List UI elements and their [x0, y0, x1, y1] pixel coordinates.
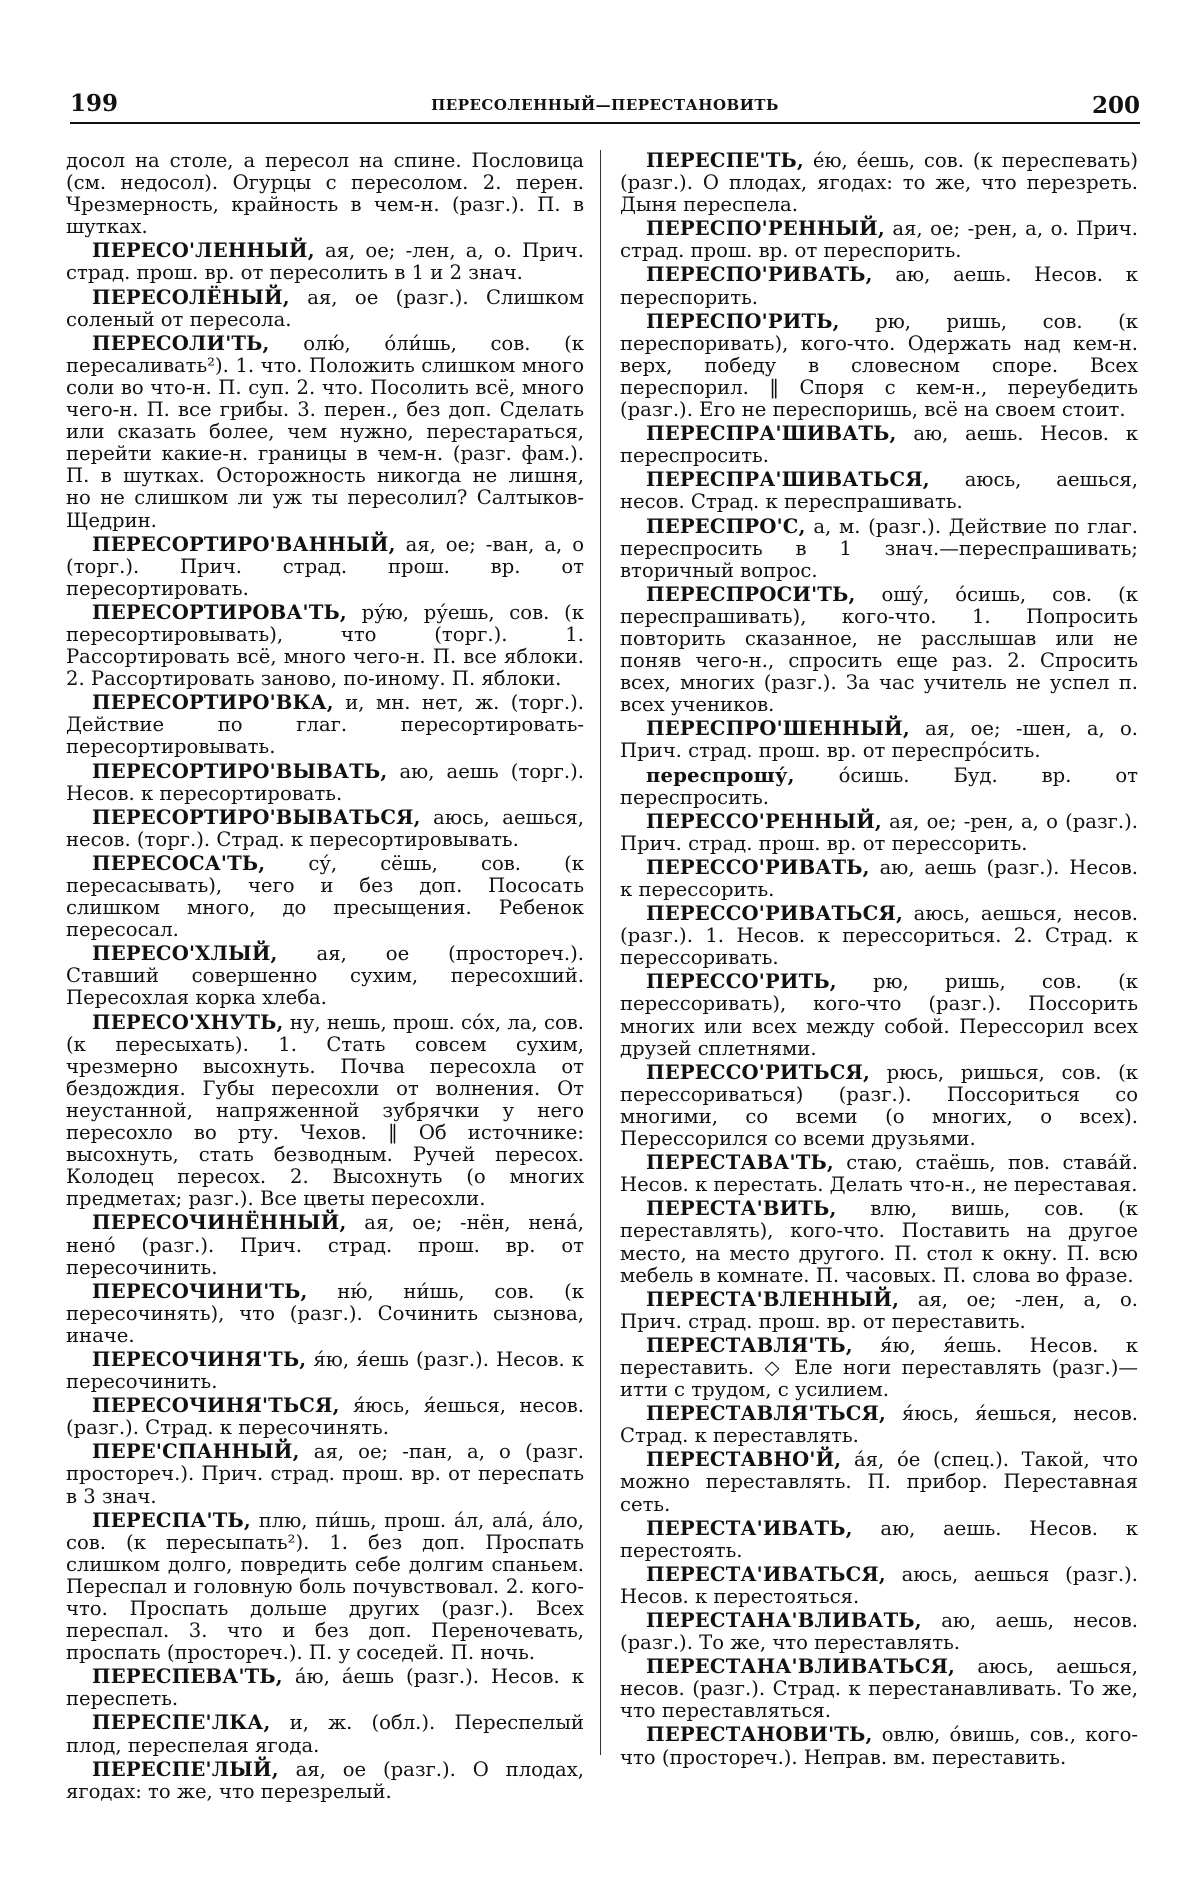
entry-definition: ая, ое; -нён, нена́, нено́ (разг.). Прич. страд. прош. вр. от пересочинить.	[66, 1211, 584, 1279]
dictionary-entry	[620, 516, 1138, 582]
entry-headword: ПЕРЕСПРА'ШИВАТЬ,	[646, 422, 897, 446]
entry-headword: ПЕРЕСТАНА'ВЛИВАТЬ,	[646, 1609, 922, 1632]
dictionary-entry	[66, 761, 584, 805]
right-column	[620, 150, 1138, 1771]
entry-definition: е́ю, е́ешь, сов. (к переспевать) (разг.). О плодах, ягодах: то же, что перезреть. Дыня переспела.	[620, 149, 1138, 217]
running-head: ПЕРЕСОЛЕННЫЙ—ПЕРЕСТАНОВИТЬ	[431, 96, 779, 114]
entry-definition: ошу́, о́сишь, сов. (к переспрашивать), кого-что. 1. Попросить повторить сказанное, не расслышав или не поняв чего-н., спросить еще раз. 2. Спросить всех, многих (разг.). За час учитель не успел п. всех учеников.	[620, 582, 1138, 717]
entry-headword: ПЕРЕСОЧИНИ'ТЬ,	[92, 1279, 308, 1303]
entry-definition: досол на столе, а пересол на спине. Пословица (см. недосол). Огурцы с пересолом. 2. перен. Чрезмерность, крайность в чем-н. (разг.). П. в шутках.	[66, 149, 584, 239]
entry-headword: ПЕРЕССО'РИВАТЬСЯ,	[646, 902, 903, 926]
dictionary-entry	[620, 1062, 1138, 1150]
entry-definition: аю, аешь. Несов. к переспорить.	[620, 263, 1138, 309]
entry-definition: а́ю, а́ешь (разг.). Несов. к переспеть.	[66, 1665, 584, 1711]
entry-headword: ПЕРЕ'СПАННЫЙ,	[92, 1440, 300, 1464]
entry-headword: переспрошу́,	[646, 763, 795, 787]
entry-definition: о́сишь. Буд. вр. от переспросить.	[620, 763, 1138, 809]
entry-headword: ПЕРЕСОРТИРО'ВЫВАТЬСЯ,	[92, 805, 421, 829]
entry-definition: ая, ое; -лен, а, о. Прич. страд. прош. вр. от переставить.	[620, 1287, 1138, 1333]
entry-definition: су́, сёшь, сов. (к пересасывать), чего и без доп. Пососать слишком много, до пресыщения. Ребенок пересосал.	[66, 851, 584, 942]
dictionary-entry	[66, 534, 584, 600]
dictionary-entry	[66, 943, 584, 1009]
entry-definition: ая, ое (разг.). О плодах, ягодах: то же, что перезрелый.	[66, 1757, 584, 1803]
dictionary-entry	[620, 1335, 1138, 1401]
dictionary-entry	[620, 264, 1138, 308]
entry-headword: ПЕРЕСПЕВА'ТЬ,	[92, 1665, 283, 1689]
dictionary-entry	[66, 1666, 584, 1710]
dictionary-entry	[66, 807, 584, 851]
entry-headword: ПЕРЕСТАВА'ТЬ,	[646, 1151, 834, 1175]
dictionary-entry	[620, 423, 1138, 467]
entry-definition: аю, аешь. Несов. к переспросить.	[620, 422, 1138, 468]
dictionary-entry	[66, 333, 584, 532]
dictionary-entry	[66, 287, 584, 331]
entry-headword: ПЕРЕСТА'ВИТЬ,	[646, 1197, 837, 1221]
entry-headword: ПЕРЕСПО'РИТЬ,	[646, 309, 840, 333]
dictionary-entry	[66, 1712, 584, 1756]
entry-definition: ая, ое; -ван, а, о (торг.). Прич. страд. прош. вр. от пересортировать.	[66, 532, 584, 600]
entry-definition: а, м. (разг.). Действие по глаг. переспросить в 1 знач.—переспрашивать; вторичный вопрос.	[620, 514, 1138, 582]
entry-definition: ру́ю, ру́ешь, сов. (к пересортировывать), что (торг.). 1. Рассортировать всё, много чего-н. П. все яблоки. 2. Рассортировать заново, по-иному. П. яблоки.	[66, 600, 584, 691]
dictionary-entry	[66, 1212, 584, 1278]
entry-headword: ПЕРЕССО'РЕННЫЙ,	[646, 809, 882, 833]
entry-headword: ПЕРЕСО'ЛЕННЫЙ,	[92, 239, 315, 263]
entry-headword: ПЕРЕСОЧИНЯ'ТЬ,	[92, 1347, 307, 1371]
entry-headword: ПЕРЕСПЕ'ЛКА,	[92, 1711, 271, 1735]
entry-definition: ая, ое (разг.). Слишком соленый от пересола.	[66, 285, 584, 331]
entry-headword: ПЕРЕСОРТИРО'ВЫВАТЬ,	[92, 759, 388, 783]
dictionary-entry	[66, 1012, 584, 1211]
dictionary-entry	[66, 1395, 584, 1439]
column-divider	[600, 150, 601, 1755]
entry-definition: влю, вишь, сов. (к переставлять), кого-что. Поставить на другое место, на место другого. П. стол к окну. П. всю мебель в комнате. П. часовых. П. слова во фразе.	[620, 1197, 1138, 1287]
entry-headword: ПЕРЕСТА'ВЛЕННЫЙ,	[646, 1287, 900, 1311]
page-header	[70, 90, 1140, 124]
entry-definition: рю, ришь, сов. (к переспоривать), кого-что. Одержать над кем-н. верх, победу в словесном споре. Всех переспорил. ‖ Споря с кем-н., переубедить (разг.). Его не переспоришь, всё на своем стоит.	[620, 309, 1138, 422]
entry-headword: ПЕРЕСТАВНО'Й,	[646, 1448, 842, 1472]
page-number-left: 199	[70, 90, 119, 117]
dictionary-entry	[66, 853, 584, 941]
entry-headword: ПЕРЕСОЛЁНЫЙ,	[92, 285, 290, 309]
dictionary-entry	[620, 1610, 1138, 1654]
dictionary-entry	[620, 1198, 1138, 1286]
entry-headword: ПЕРЕСОРТИРОВА'ТЬ,	[92, 600, 347, 624]
entry-definition: овлю, о́вишь, сов., кого-что (простореч.). Неправ. вм. переставить.	[620, 1723, 1138, 1769]
dictionary-entry	[620, 1656, 1138, 1722]
entry-definition: я́юсь, я́ешься, несов. (разг.). Страд. к пересочинять.	[66, 1394, 584, 1440]
dictionary-entry	[620, 903, 1138, 969]
entry-headword: ПЕРЕСО'ХЛЫЙ,	[92, 942, 278, 966]
entry-headword: ПЕРЕСПО'РИВАТЬ,	[646, 263, 873, 287]
dictionary-entry	[66, 1441, 584, 1507]
entry-headword: ПЕРЕСОЧИНЁННЫЙ,	[92, 1211, 347, 1235]
entry-definition: и, ж. (обл.). Переспелый плод, переспелая ягода.	[66, 1711, 584, 1757]
dictionary-entry	[66, 692, 584, 758]
dictionary-entry	[620, 1403, 1138, 1447]
entry-headword: ПЕРЕСОСА'ТЬ,	[92, 851, 266, 875]
dictionary-entry	[66, 240, 584, 284]
entry-definition: аю, аешь, несов. (разг.). То же, что переставлять.	[620, 1609, 1138, 1655]
entry-headword: ПЕРЕСПРО'ШЕННЫЙ,	[646, 717, 910, 741]
entry-headword: ПЕРЕСТА'ИВАТЬСЯ,	[646, 1562, 886, 1586]
entry-definition: олю́, о́ли́шь, сов. (к пересаливать²). 1. что. Положить слишком много соли во что-н. П. суп. 2. что. Посолить всё, много чего-н. П. все грибы. 3. перен., без доп. Сделать или сказать более, чем нужно, перестараться, перейти какие-н. границы в чем-н. (разг. фам.). П. в шутках. Осторожность никогда не лишня, но не слишком ли уж ты пересолил? Салтыков-Щедрин.	[66, 331, 584, 532]
dictionary-entry	[620, 1289, 1138, 1333]
entry-definition: аюсь, аешься (разг.). Несов. к перестояться.	[620, 1562, 1138, 1608]
entry-definition: аюсь, аешься, несов. (разг.). Страд. к перестанавливать. То же, что переставляться.	[620, 1655, 1138, 1723]
entry-definition: рю, ришь, сов. (к перессоривать), кого-что (разг.). Поссорить многих или всех между собой. Перессорил всех друзей сплетнями.	[620, 970, 1138, 1060]
dictionary-entry	[620, 811, 1138, 855]
entry-headword: ПЕРЕСПЕ'ЛЫЙ,	[92, 1757, 279, 1781]
dictionary-entry	[620, 311, 1138, 421]
dictionary-entry	[66, 1281, 584, 1347]
entry-definition: аю, аешь. Несов. к перестоять.	[620, 1516, 1138, 1562]
entry-definition: ая, ое; -рен, а, о. Прич. страд. прош. вр. от переспорить.	[620, 217, 1138, 263]
dictionary-entry	[620, 469, 1138, 513]
entry-definition: я́ю, я́ешь. Несов. к переставить. ◇ Еле ноги переставлять (разг.)—итти с трудом, с усилием.	[620, 1333, 1138, 1402]
entry-headword: ПЕРЕССО'РИВАТЬ,	[646, 855, 870, 879]
entry-headword: ПЕРЕСПРОСИ'ТЬ,	[646, 582, 856, 606]
entry-definition: плю, пи́шь, прош. а́л, ала́, а́ло, сов. (к пересыпать²). 1. без доп. Проспать слишком долго, повредить себе долгим спаньем. Переспал и головную боль почувствовал. 2. кого-что. Проспать дольше других (разг.). Всех переспал. 3. что и без доп. Переночевать, проспать (простореч.). П. у соседей. П. ночь.	[66, 1508, 584, 1665]
dictionary-entry	[66, 1510, 584, 1665]
entry-definition: а́я, о́е (спец.). Такой, что можно переставлять. П. прибор. Переставная сеть.	[620, 1448, 1138, 1516]
entry-definition: аюсь, аешься, несов. Страд. к переспрашивать.	[620, 468, 1138, 514]
dictionary-entry	[66, 1349, 584, 1393]
entry-headword: ПЕРЕСО'ХНУТЬ,	[92, 1010, 284, 1034]
dictionary-entry	[620, 1449, 1138, 1515]
entry-headword: ПЕРЕСПЕ'ТЬ,	[646, 149, 804, 172]
left-column	[66, 150, 584, 1805]
entry-headword: ПЕРЕСТАВЛЯ'ТЬСЯ,	[646, 1402, 887, 1426]
entry-headword: ПЕРЕСОЛИ'ТЬ,	[92, 331, 270, 355]
entry-headword: ПЕРЕСПА'ТЬ,	[92, 1508, 251, 1532]
dictionary-entry	[620, 857, 1138, 901]
entry-definition: я́юсь, я́ешься, несов. Страд. к переставлять.	[620, 1402, 1138, 1448]
dictionary-entry	[66, 150, 584, 238]
entry-headword: ПЕРЕСТАНА'ВЛИВАТЬСЯ,	[646, 1655, 956, 1679]
page-number-right: 200	[1091, 92, 1140, 119]
dictionary-entry	[620, 584, 1138, 717]
entry-definition: ая, ое (простореч.). Ставший совершенно сухим, пересохший. Пересохлая корка хлеба.	[66, 942, 584, 1010]
entry-definition: ню́, ни́шь, сов. (к пересочинять), что (разг.). Сочинить сызнова, иначе.	[66, 1279, 584, 1347]
dictionary-entry	[620, 150, 1138, 216]
dictionary-entry	[620, 1564, 1138, 1608]
entry-definition: ну, нешь, прош. со́х, ла, сов. (к пересыхать). 1. Стать совсем сухим, чрезмерно высохнуть. Почва пересохла от бездождия. Губы пересохли от волнения. От неустанной, напряженной зубрячки у него пересохло во рту. Чехов. ‖ Об источнике: высохнуть, стать безводным. Ручей пересох. Колодец пересох. 2. Высохнуть (о многих предметах; разг.). Все цветы пересохли.	[66, 1010, 584, 1211]
entry-headword: ПЕРЕСТАВЛЯ'ТЬ,	[646, 1333, 853, 1357]
entry-headword: ПЕРЕСОРТИРО'ВАННЫЙ,	[92, 532, 396, 556]
dictionary-entry	[620, 1152, 1138, 1196]
entry-definition: ая, ое; -пан, а, о (разг. простореч.). Прич. страд. прош. вр. от переспать в 3 знач.	[66, 1440, 584, 1508]
dictionary-entry	[66, 1759, 584, 1803]
entry-headword: ПЕРЕСПО'РЕННЫЙ,	[646, 217, 885, 241]
entry-definition: ая, ое; -шен, а, о. Прич. страд. прош. вр. от переспро́сить.	[620, 717, 1138, 763]
entry-definition: стаю, стаёшь, пов. става́й. Несов. к перестать. Делать что-н., не переставая.	[620, 1151, 1138, 1197]
entry-headword: ПЕРЕСТАНОВИ'ТЬ,	[646, 1723, 873, 1747]
entry-headword: ПЕРЕСПРА'ШИВАТЬСЯ,	[646, 468, 930, 492]
entry-headword: ПЕРЕССО'РИТЬСЯ,	[646, 1060, 871, 1084]
entry-definition: аюсь, аешься, несов. (торг.). Страд. к пересортировывать.	[66, 805, 584, 851]
entry-headword: ПЕРЕСПРО'С,	[646, 514, 806, 538]
entry-definition: рюсь, ришься, сов. (к перессориваться) (разг.). Поссориться со многими, со всеми (о многих, о всех). Перессорился со всеми друзьями.	[620, 1060, 1138, 1151]
dictionary-entry	[620, 1518, 1138, 1562]
entry-definition: аю, аешь (разг.). Несов. к перессорить.	[620, 855, 1138, 901]
entry-headword: ПЕРЕСТА'ИВАТЬ,	[646, 1516, 853, 1540]
dictionary-entry	[620, 1724, 1138, 1768]
dictionary-entry	[620, 718, 1138, 762]
entry-definition: я́ю, я́ешь (разг.). Несов. к пересочинить.	[66, 1347, 584, 1394]
entry-headword: ПЕРЕСОРТИРО'ВКА,	[92, 691, 334, 715]
entry-definition: ая, ое; -рен, а, о (разг.). Прич. страд. прош. вр. от перессорить.	[620, 809, 1138, 855]
entry-definition: и, мн. нет, ж. (торг.). Действие по глаг. пересортировать-пересортировывать.	[66, 691, 584, 759]
dictionary-entry	[620, 218, 1138, 262]
entry-definition: ая, ое; -лен, а, о. Прич. страд. прош. вр. от пересолить в 1 и 2 знач.	[66, 239, 584, 285]
entry-headword: ПЕРЕСОЧИНЯ'ТЬСЯ,	[92, 1394, 340, 1418]
entry-definition: аюсь, аешься, несов. (разг.). 1. Несов. к перессориться. 2. Страд. к перессоривать.	[620, 902, 1138, 970]
dictionary-entry	[620, 765, 1138, 809]
dictionary-entry	[66, 602, 584, 690]
entry-definition: аю, аешь (торг.). Несов. к пересортировать.	[66, 759, 584, 805]
dictionary-entry	[620, 971, 1138, 1059]
entry-headword: ПЕРЕССО'РИТЬ,	[646, 970, 837, 994]
